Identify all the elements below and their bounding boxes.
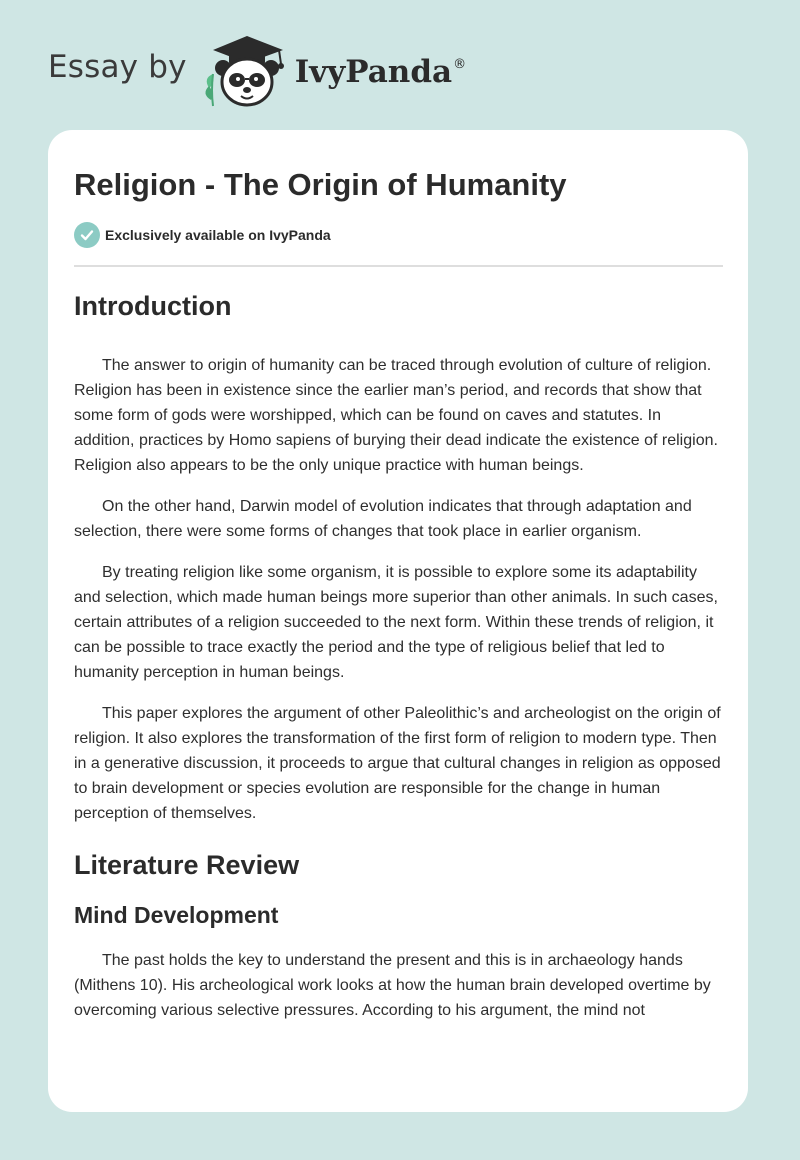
essay-card (48, 130, 748, 1112)
divider (74, 265, 723, 267)
brand-prefix: Essay by (48, 49, 187, 85)
essay-content (74, 130, 724, 1023)
brand-header[interactable] (48, 30, 466, 110)
registered-mark: ® (453, 56, 467, 72)
paragraph: The answer to origin of humanity can be traced through evolution of culture of religion. Religion has been in existence since the earlier man’s period, and records that show that some form of gods were worshipped, which can be found on caves and statutes. In addition, practices by Homo sapiens of burying their dead indicate the existence of religion. Religion also appears to be the only unique practice with human beings. (74, 357, 718, 474)
brand-name: IvyPanda (294, 54, 453, 90)
paragraph: On the other hand, Darwin model of evolution indicates that through adaptation and selection, there were some forms of changes that took place in earlier organism. (74, 498, 692, 540)
section-heading-introduction: Introduction (74, 291, 232, 321)
subsection-heading-mind-development: Mind Development (74, 902, 279, 928)
paragraph: The past holds the key to understand the present and this is in archaeology hands (Mithens 10). His archeological work looks at how the human brain developed overtime by overcoming various selective pressures. According to his argument, the mind not (74, 952, 711, 1019)
paragraph: By treating religion like some organism, it is possible to explore some its adaptability and selection, which made human beings more superior than other animals. In such cases, certain attributes of a religion succeeded to the next form. Within these trends of religion, it can be possible to trace exactly the period and the type of religious belief that led to humanity perception in human beings. (74, 564, 718, 681)
section-heading-literature-review: Literature Review (74, 850, 300, 880)
exclusive-badge (74, 222, 724, 248)
essay-title: Religion - The Origin of Humanity (74, 167, 567, 202)
panda-logo-icon (199, 30, 291, 110)
badge-text: Exclusively available on IvyPanda (105, 227, 331, 243)
paragraph: This paper explores the argument of other Paleolithic’s and archeologist on the origin of religion. It also explores the transformation of the first form of religion to modern type. Then in a generative discussion, it proceeds to argue that cultural changes in religion as opposed to brain development or species evolution are responsible for the change in human perception of themselves. (74, 705, 721, 822)
check-circle-icon (74, 222, 100, 248)
